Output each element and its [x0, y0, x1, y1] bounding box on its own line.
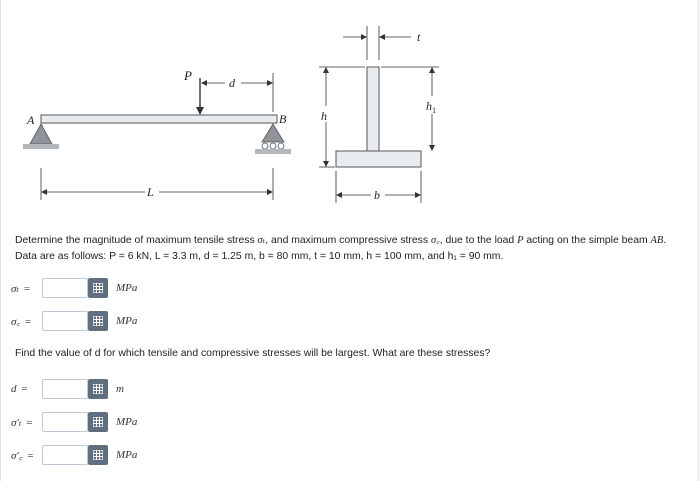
dim-d-arrow-left [201, 80, 207, 86]
t-section-web [367, 67, 379, 153]
problem-line-2: Data are as follows: P = 6 kN, L = 3.3 m, d = 1.25 m, b = 80 mm, t = 10 mm, h = 100 mm, and h₁ = 90 mm. [15, 251, 504, 262]
label-B: B [279, 112, 287, 126]
roller-3 [278, 143, 284, 149]
answer-label-sigma-t: σₜ = [11, 282, 31, 295]
sigma-c-unit: MPa [116, 315, 138, 327]
answer-row-sigma-c-prime [11, 444, 137, 466]
sigma-t-prime-keypad-button[interactable] [88, 412, 108, 432]
load-arrowhead [196, 107, 204, 115]
roller-1 [262, 143, 268, 149]
dim-h-arrow-bottom [323, 161, 329, 167]
keypad-grid-icon [93, 316, 103, 326]
dim-h1-arrow-bottom [429, 145, 435, 151]
beam-diagram [13, 8, 453, 218]
keypad-grid-icon [93, 450, 103, 460]
label-b: b [374, 188, 380, 202]
sigma-t-keypad-button[interactable] [88, 278, 108, 298]
dim-L-arrow-left [41, 189, 47, 195]
problem-line-1: Determine the magnitude of maximum tensile stress σₜ, and maximum compressive stress σ꜀, due to the load P acting on the simple beam AB. [15, 235, 667, 246]
answer-row-sigma-t [11, 277, 137, 299]
answer-row-sigma-t-prime [11, 411, 137, 433]
sigma-c-prime-input[interactable] [42, 445, 88, 465]
keypad-grid-icon [93, 384, 103, 394]
answer-row-sigma-c [11, 310, 137, 332]
support-b [262, 124, 284, 142]
keypad-grid-icon [93, 283, 103, 293]
ground-a [23, 144, 59, 149]
label-P: P [184, 68, 192, 83]
dim-b-arrow-left [336, 192, 342, 198]
ground-b [255, 149, 291, 154]
sigma-c-input[interactable] [42, 311, 88, 331]
answer-row-d [11, 378, 124, 400]
sigma-t-prime-input[interactable] [42, 412, 88, 432]
label-h1 [426, 99, 436, 115]
dim-L-arrow-right [267, 189, 273, 195]
beam [41, 115, 277, 123]
d-unit: m [116, 383, 124, 395]
dim-b-arrow-right [415, 192, 421, 198]
dim-t-arrow-right [379, 34, 385, 40]
label-h1-sub: 1 [432, 106, 436, 115]
sigma-c-prime-keypad-button[interactable] [88, 445, 108, 465]
label-h: h [321, 109, 327, 123]
dim-h1-arrow-top [429, 67, 435, 73]
label-t: t [417, 30, 421, 44]
label-L: L [147, 185, 154, 199]
dim-t-arrow-left [361, 34, 367, 40]
sigma-t-prime-unit: MPa [116, 416, 138, 428]
answer-label-d: d = [11, 383, 28, 395]
d-input[interactable] [42, 379, 88, 399]
roller-2 [270, 143, 276, 149]
t-section-flange [336, 151, 421, 167]
support-a [30, 124, 52, 144]
dim-h-arrow-top [323, 67, 329, 73]
question-2: Find the value of d for which tensile and compressive stresses will be largest. What are these stresses? [15, 348, 491, 359]
keypad-grid-icon [93, 417, 103, 427]
label-d: d [229, 76, 235, 90]
label-A: A [27, 113, 35, 127]
problem-statement [15, 233, 695, 265]
sigma-t-input[interactable] [42, 278, 88, 298]
d-keypad-button[interactable] [88, 379, 108, 399]
sigma-c-prime-unit: MPa [116, 449, 138, 461]
answer-label-sigma-c-prime: σ′꜀ = [11, 449, 34, 462]
sigma-c-keypad-button[interactable] [88, 311, 108, 331]
beam-figure [13, 8, 453, 218]
label-h1-base: h [426, 99, 432, 113]
dim-d-arrow-right [267, 80, 273, 86]
answer-label-sigma-t-prime: σ′ₜ = [11, 416, 33, 429]
sigma-t-unit: MPa [116, 282, 138, 294]
answer-label-sigma-c: σ꜀ = [11, 315, 32, 328]
